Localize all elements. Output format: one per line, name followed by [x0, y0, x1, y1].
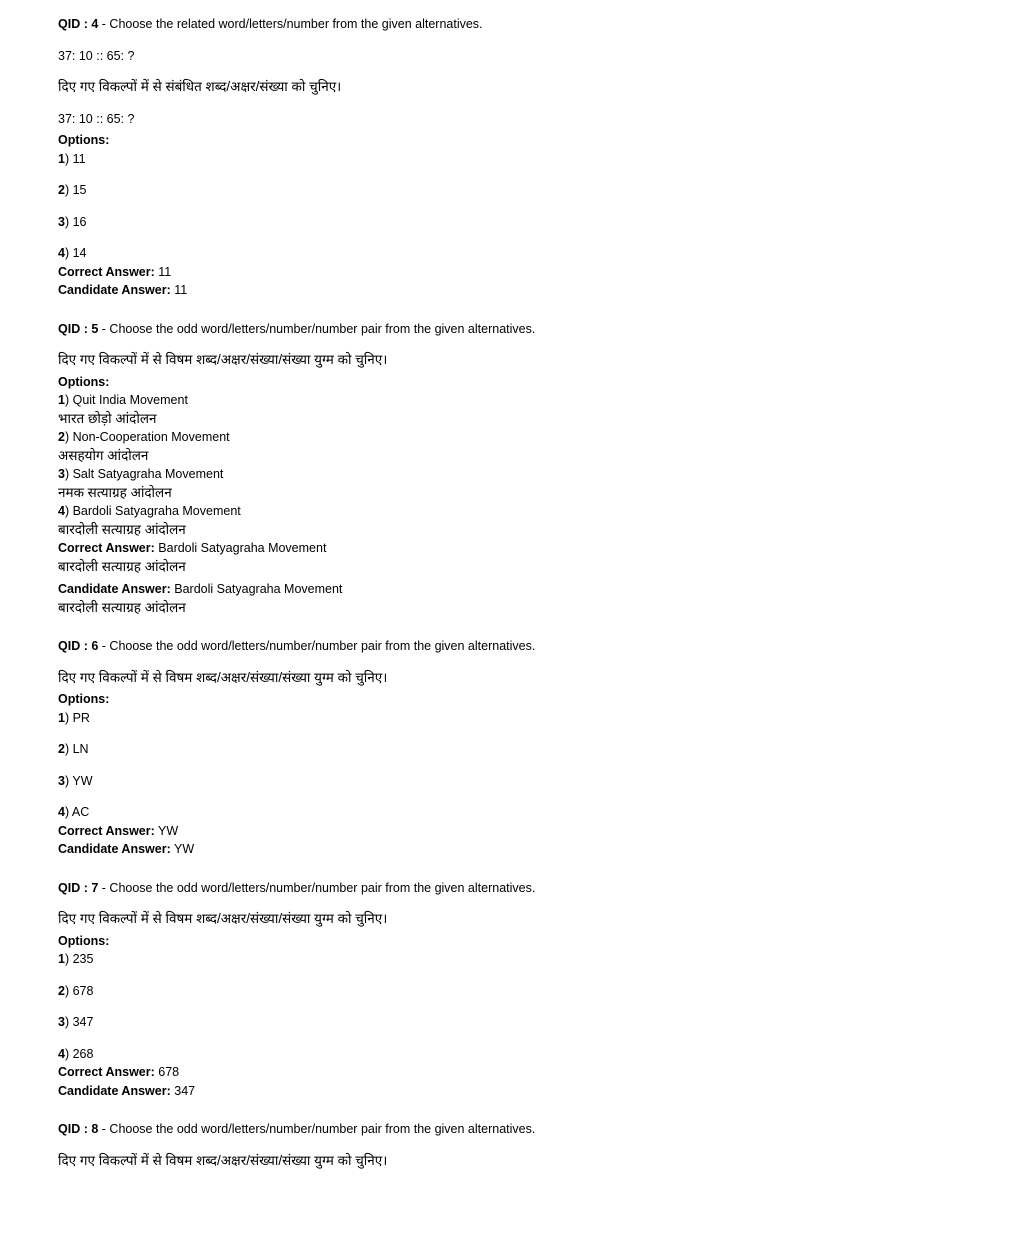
option-number: 3 [58, 773, 65, 788]
hindi-instruction: दिए गए विकल्पों में से विषम शब्द/अक्षर/संख्या/संख्या युग्म को चुनिए। [58, 911, 388, 926]
correct-answer-value: 678 [158, 1065, 180, 1079]
option-number: 1 [58, 151, 65, 166]
option-line [58, 213, 980, 232]
option-paren: ) [64, 773, 73, 788]
options-label: Options: [58, 692, 110, 706]
options-label: Options: [58, 374, 110, 389]
question-prompt: - Choose the related word/letters/number from the given alternatives. [101, 17, 483, 31]
candidate-answer-label: Candidate Answer: [58, 582, 171, 596]
option-text-en: Bardoli Satyagraha Movement [72, 504, 241, 518]
option-text-en: AC [71, 805, 90, 819]
question-block [58, 320, 980, 618]
correct-answer-label: Correct Answer: [58, 541, 155, 555]
question-prompt: - Choose the odd word/letters/number/number pair from the given alternatives. [101, 880, 536, 895]
hindi-instruction: दिए गए विकल्पों में से संबंधित शब्द/अक्षर/संख्या को चुनिए। [58, 79, 342, 94]
option-number: 4 [58, 1046, 65, 1061]
option-paren: ) [64, 246, 73, 260]
candidate-answer-value: 347 [174, 1083, 196, 1098]
question-block [58, 15, 980, 300]
option-text-en: Quit India Movement [72, 393, 188, 407]
option-line [58, 982, 980, 1001]
hindi-instruction: दिए गए विकल्पों में से विषम शब्द/अक्षर/संख्या/संख्या युग्म को चुनिए। [58, 669, 388, 685]
candidate-answer-line [58, 281, 980, 300]
option-paren: ) [64, 983, 73, 998]
question-prompt: - Choose the odd word/letters/number/number pair from the given alternatives. [101, 1122, 536, 1136]
option-line [58, 772, 980, 791]
correct-answer-line [58, 822, 980, 841]
option-paren: ) [64, 430, 73, 444]
correct-answer-label: Correct Answer: [58, 264, 155, 279]
qid-label: QID : 6 [58, 639, 99, 653]
correct-answer-line [58, 263, 980, 282]
option-number: 2 [58, 430, 65, 444]
option-line [58, 803, 980, 822]
options-label: Options: [58, 133, 110, 147]
question-block [58, 879, 980, 1101]
correct-answer-label: Correct Answer: [58, 823, 155, 838]
option-paren: ) [64, 1046, 73, 1061]
option-number: 1 [58, 952, 65, 966]
question-header [58, 320, 980, 339]
candidate-answer-label: Candidate Answer: [58, 1083, 171, 1098]
candidate-answer-label: Candidate Answer: [58, 283, 171, 297]
correct-answer-value: Bardoli Satyagraha Movement [158, 541, 327, 555]
option-number: 2 [58, 183, 65, 197]
option-text-en: PR [72, 710, 90, 725]
qid-label: QID : 5 [58, 321, 99, 336]
option-paren: ) [64, 805, 72, 819]
option-text-en: 678 [72, 983, 94, 998]
option-line [58, 465, 980, 502]
option-number: 3 [58, 214, 65, 229]
option-line [58, 181, 980, 200]
option-line [58, 709, 980, 728]
option-text-en: 14 [72, 246, 87, 260]
question-prompt: - Choose the odd word/letters/number/number pair from the given alternatives. [101, 639, 536, 653]
option-paren: ) [64, 710, 73, 725]
option-line [58, 150, 980, 169]
option-number: 3 [58, 1015, 65, 1029]
option-text-en: 268 [72, 1046, 94, 1061]
option-number: 4 [58, 246, 65, 260]
option-paren: ) [64, 214, 73, 229]
option-paren: ) [64, 504, 73, 518]
option-text-en: Salt Satyagraha Movement [72, 467, 224, 481]
candidate-answer-line [58, 840, 980, 859]
option-number: 4 [58, 504, 65, 518]
option-paren: ) [64, 393, 73, 407]
option-line [58, 1013, 980, 1032]
option-number: 4 [58, 805, 65, 819]
options-label: Options: [58, 933, 110, 948]
option-line [58, 950, 980, 969]
correct-answer-label: Correct Answer: [58, 1065, 155, 1079]
option-paren: ) [64, 1015, 73, 1029]
option-line [58, 502, 980, 539]
option-paren: ) [64, 183, 73, 197]
option-text-en: 15 [72, 183, 87, 197]
option-text-hi: असहयोग आंदोलन [58, 447, 149, 463]
option-line [58, 740, 980, 759]
question-block [58, 1120, 980, 1170]
option-number: 2 [58, 983, 65, 998]
option-line [58, 1045, 980, 1064]
option-text-en: 347 [72, 1015, 94, 1029]
option-paren: ) [64, 952, 73, 966]
option-number: 2 [58, 742, 65, 756]
candidate-answer-label: Candidate Answer: [58, 842, 171, 856]
option-number: 3 [58, 467, 65, 481]
correct-answer-value: YW [158, 823, 179, 838]
option-text-hi: भारत छोड़ो आंदोलन [58, 410, 157, 426]
qid-label: QID : 4 [58, 17, 99, 31]
option-text-en: LN [72, 742, 89, 756]
option-text-en: 16 [72, 214, 87, 229]
correct-answer-value: 11 [158, 264, 172, 279]
question-header [58, 15, 980, 34]
option-line [58, 244, 980, 263]
option-paren: ) [64, 742, 73, 756]
option-number: 1 [58, 710, 65, 725]
hindi-instruction: दिए गए विकल्पों में से विषम शब्द/अक्षर/संख्या/संख्या युग्म को चुनिए। [58, 1152, 388, 1168]
question-line: 37: 10 :: 65: ? [58, 111, 135, 126]
option-text-hi: नमक सत्याग्रह आंदोलन [58, 484, 172, 500]
option-paren: ) [64, 151, 73, 166]
candidate-answer-line [58, 580, 980, 617]
candidate-answer-value: 11 [174, 283, 188, 297]
hindi-instruction: दिए गए विकल्पों में से विषम शब्द/अक्षर/संख्या/संख्या युग्म को चुनिए। [58, 352, 388, 367]
option-line [58, 391, 980, 428]
question-header [58, 637, 980, 656]
option-text-en: 235 [72, 952, 94, 966]
question-block [58, 637, 980, 859]
candidate-answer-value: YW [174, 842, 195, 856]
option-number: 1 [58, 393, 65, 407]
option-line [58, 428, 980, 465]
correct-answer-line [58, 539, 980, 576]
question-header [58, 879, 980, 898]
option-text-en: 11 [72, 151, 86, 166]
option-text-en: Non-Cooperation Movement [72, 430, 230, 444]
candidate-answer-value: Bardoli Satyagraha Movement [174, 582, 343, 596]
option-text-en: YW [72, 773, 93, 788]
question-line: 37: 10 :: 65: ? [58, 48, 135, 63]
correct-answer-line [58, 1063, 980, 1082]
correct-answer-value-hi: बारदोली सत्याग्रह आंदोलन [58, 558, 186, 574]
question-header [58, 1120, 980, 1139]
option-text-hi: बारदोली सत्याग्रह आंदोलन [58, 521, 186, 537]
question-prompt: - Choose the odd word/letters/number/number pair from the given alternatives. [101, 321, 536, 336]
candidate-answer-value-hi: बारदोली सत्याग्रह आंदोलन [58, 599, 186, 615]
candidate-answer-line [58, 1082, 980, 1101]
qid-label: QID : 7 [58, 880, 99, 895]
option-paren: ) [64, 467, 73, 481]
qid-label: QID : 8 [58, 1122, 99, 1136]
